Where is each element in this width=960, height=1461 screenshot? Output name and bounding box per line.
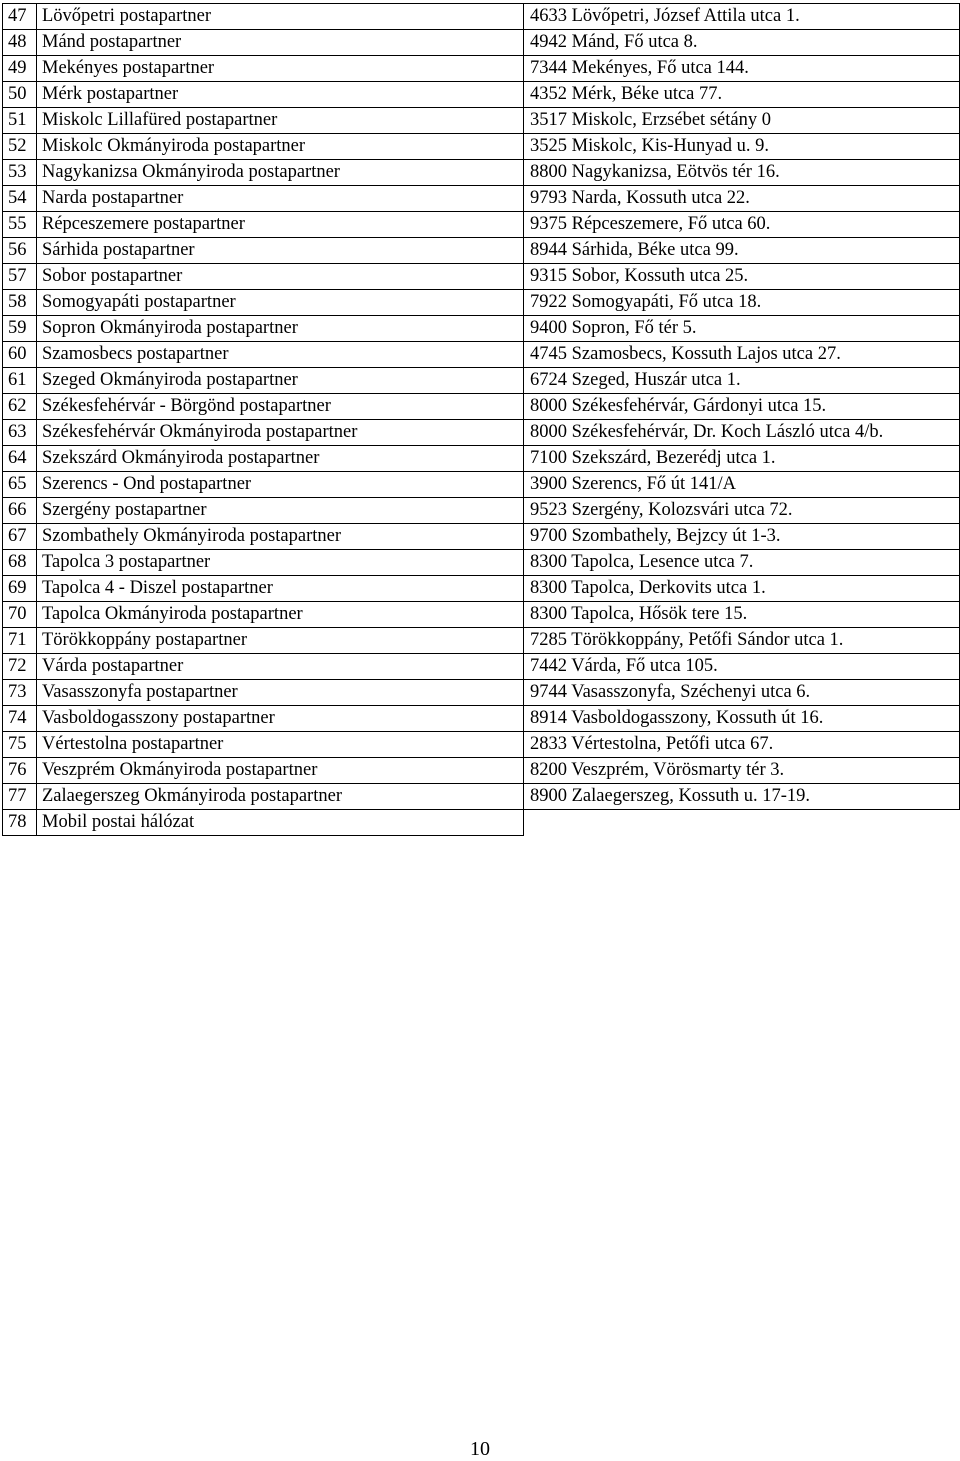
table-row <box>3 56 960 82</box>
partner-name: Miskolc Lillafüred postapartner <box>37 108 524 134</box>
row-number: 49 <box>3 56 37 82</box>
table-row <box>3 706 960 732</box>
row-number: 77 <box>3 784 37 810</box>
table-row <box>3 368 960 394</box>
table-row <box>3 160 960 186</box>
row-number: 56 <box>3 238 37 264</box>
row-number: 70 <box>3 602 37 628</box>
partner-name: Törökkoppány postapartner <box>37 628 524 654</box>
row-number: 51 <box>3 108 37 134</box>
row-number: 65 <box>3 472 37 498</box>
partner-name: Székesfehérvár Okmányiroda postapartner <box>37 420 524 446</box>
row-number: 71 <box>3 628 37 654</box>
partner-address: 7442 Várda, Fő utca 105. <box>524 654 960 680</box>
partner-name: Tapolca 3 postapartner <box>37 550 524 576</box>
row-number: 63 <box>3 420 37 446</box>
row-number: 74 <box>3 706 37 732</box>
partner-address: 3900 Szerencs, Fő út 141/A <box>524 472 960 498</box>
partner-address: 4352 Mérk, Béke utca 77. <box>524 82 960 108</box>
row-number: 73 <box>3 680 37 706</box>
table-body <box>3 4 960 836</box>
row-number: 53 <box>3 160 37 186</box>
table-row <box>3 316 960 342</box>
partner-address: 9315 Sobor, Kossuth utca 25. <box>524 264 960 290</box>
table-row <box>3 498 960 524</box>
partner-name: Székesfehérvár - Börgönd postapartner <box>37 394 524 420</box>
row-number: 75 <box>3 732 37 758</box>
page-number: 10 <box>470 1438 490 1460</box>
partner-name: Sárhida postapartner <box>37 238 524 264</box>
partner-address: 8944 Sárhida, Béke utca 99. <box>524 238 960 264</box>
partner-name: Lövőpetri postapartner <box>37 4 524 30</box>
partner-name: Tapolca Okmányiroda postapartner <box>37 602 524 628</box>
partner-address: 7285 Törökkoppány, Petőfi Sándor utca 1. <box>524 628 960 654</box>
partner-address: 4745 Szamosbecs, Kossuth Lajos utca 27. <box>524 342 960 368</box>
partner-address: 6724 Szeged, Huszár utca 1. <box>524 368 960 394</box>
partner-address: 8000 Székesfehérvár, Gárdonyi utca 15. <box>524 394 960 420</box>
partner-address: 7922 Somogyapáti, Fő utca 18. <box>524 290 960 316</box>
row-number: 72 <box>3 654 37 680</box>
table-row <box>3 550 960 576</box>
row-number: 50 <box>3 82 37 108</box>
partner-address: 9700 Szombathely, Bejzcy út 1-3. <box>524 524 960 550</box>
partner-name: Vasboldogasszony postapartner <box>37 706 524 732</box>
row-number: 57 <box>3 264 37 290</box>
table-row <box>3 134 960 160</box>
row-number: 64 <box>3 446 37 472</box>
row-number: 62 <box>3 394 37 420</box>
partner-address: 8900 Zalaegerszeg, Kossuth u. 17-19. <box>524 784 960 810</box>
table-row <box>3 212 960 238</box>
postal-partner-table <box>2 3 960 836</box>
table-row <box>3 420 960 446</box>
row-number: 68 <box>3 550 37 576</box>
table-row <box>3 238 960 264</box>
partner-name: Várda postapartner <box>37 654 524 680</box>
table-row <box>3 628 960 654</box>
partner-name: Mobil postai hálózat <box>37 810 524 836</box>
partner-address: 8300 Tapolca, Derkovits utca 1. <box>524 576 960 602</box>
partner-address: 8300 Tapolca, Hősök tere 15. <box>524 602 960 628</box>
table-row <box>3 784 960 810</box>
row-number: 69 <box>3 576 37 602</box>
table-row <box>3 446 960 472</box>
partner-address: 9744 Vasasszonyfa, Széchenyi utca 6. <box>524 680 960 706</box>
row-number: 52 <box>3 134 37 160</box>
partner-name: Sobor postapartner <box>37 264 524 290</box>
table-row <box>3 82 960 108</box>
table-row <box>3 290 960 316</box>
partner-address: 3517 Miskolc, Erzsébet sétány 0 <box>524 108 960 134</box>
partner-name: Szekszárd Okmányiroda postapartner <box>37 446 524 472</box>
table-row <box>3 758 960 784</box>
partner-address: 2833 Vértestolna, Petőfi utca 67. <box>524 732 960 758</box>
table-row <box>3 732 960 758</box>
partner-name: Narda postapartner <box>37 186 524 212</box>
table-row <box>3 186 960 212</box>
partner-address: 8200 Veszprém, Vörösmarty tér 3. <box>524 758 960 784</box>
partner-address: 9523 Szergény, Kolozsvári utca 72. <box>524 498 960 524</box>
row-number: 55 <box>3 212 37 238</box>
row-number: 59 <box>3 316 37 342</box>
partner-address: 4633 Lövőpetri, József Attila utca 1. <box>524 4 960 30</box>
table-row <box>3 680 960 706</box>
partner-address: 7100 Szekszárd, Bezerédj utca 1. <box>524 446 960 472</box>
row-number: 48 <box>3 30 37 56</box>
partner-name: Szerencs - Ond postapartner <box>37 472 524 498</box>
row-number: 66 <box>3 498 37 524</box>
table-row <box>3 524 960 550</box>
partner-name: Vértestolna postapartner <box>37 732 524 758</box>
partner-name: Mánd postapartner <box>37 30 524 56</box>
table-row <box>3 108 960 134</box>
partner-name: Sopron Okmányiroda postapartner <box>37 316 524 342</box>
table-row <box>3 472 960 498</box>
row-number: 47 <box>3 4 37 30</box>
partner-name: Miskolc Okmányiroda postapartner <box>37 134 524 160</box>
table-row <box>3 576 960 602</box>
partner-address: 9400 Sopron, Fő tér 5. <box>524 316 960 342</box>
partner-name: Nagykanizsa Okmányiroda postapartner <box>37 160 524 186</box>
row-number: 60 <box>3 342 37 368</box>
table-row <box>3 654 960 680</box>
partner-address: 8914 Vasboldogasszony, Kossuth út 16. <box>524 706 960 732</box>
partner-name: Somogyapáti postapartner <box>37 290 524 316</box>
partner-name: Szombathely Okmányiroda postapartner <box>37 524 524 550</box>
table-row <box>3 264 960 290</box>
partner-address: 8300 Tapolca, Lesence utca 7. <box>524 550 960 576</box>
partner-address: 7344 Mekényes, Fő utca 144. <box>524 56 960 82</box>
partner-address: 8800 Nagykanizsa, Eötvös tér 16. <box>524 160 960 186</box>
partner-name: Zalaegerszeg Okmányiroda postapartner <box>37 784 524 810</box>
partner-address: 8000 Székesfehérvár, Dr. Koch László utca 4/b. <box>524 420 960 446</box>
partner-name: Szamosbecs postapartner <box>37 342 524 368</box>
table-row <box>3 602 960 628</box>
row-number: 76 <box>3 758 37 784</box>
partner-name: Vasasszonyfa postapartner <box>37 680 524 706</box>
table-row <box>3 4 960 30</box>
partner-name: Tapolca 4 - Diszel postapartner <box>37 576 524 602</box>
partner-name: Szergény postapartner <box>37 498 524 524</box>
table-row <box>3 810 960 836</box>
partner-name: Szeged Okmányiroda postapartner <box>37 368 524 394</box>
row-number: 78 <box>3 810 37 836</box>
partner-name: Mérk postapartner <box>37 82 524 108</box>
partner-address: 4942 Mánd, Fő utca 8. <box>524 30 960 56</box>
row-number: 67 <box>3 524 37 550</box>
table-row <box>3 342 960 368</box>
partner-address: 9793 Narda, Kossuth utca 22. <box>524 186 960 212</box>
row-number: 61 <box>3 368 37 394</box>
partner-address <box>524 810 960 836</box>
row-number: 58 <box>3 290 37 316</box>
row-number: 54 <box>3 186 37 212</box>
partner-name: Répceszemere postapartner <box>37 212 524 238</box>
table-row <box>3 394 960 420</box>
partner-address: 9375 Répceszemere, Fő utca 60. <box>524 212 960 238</box>
partner-name: Veszprém Okmányiroda postapartner <box>37 758 524 784</box>
partner-address: 3525 Miskolc, Kis-Hunyad u. 9. <box>524 134 960 160</box>
partner-name: Mekényes postapartner <box>37 56 524 82</box>
table-row <box>3 30 960 56</box>
